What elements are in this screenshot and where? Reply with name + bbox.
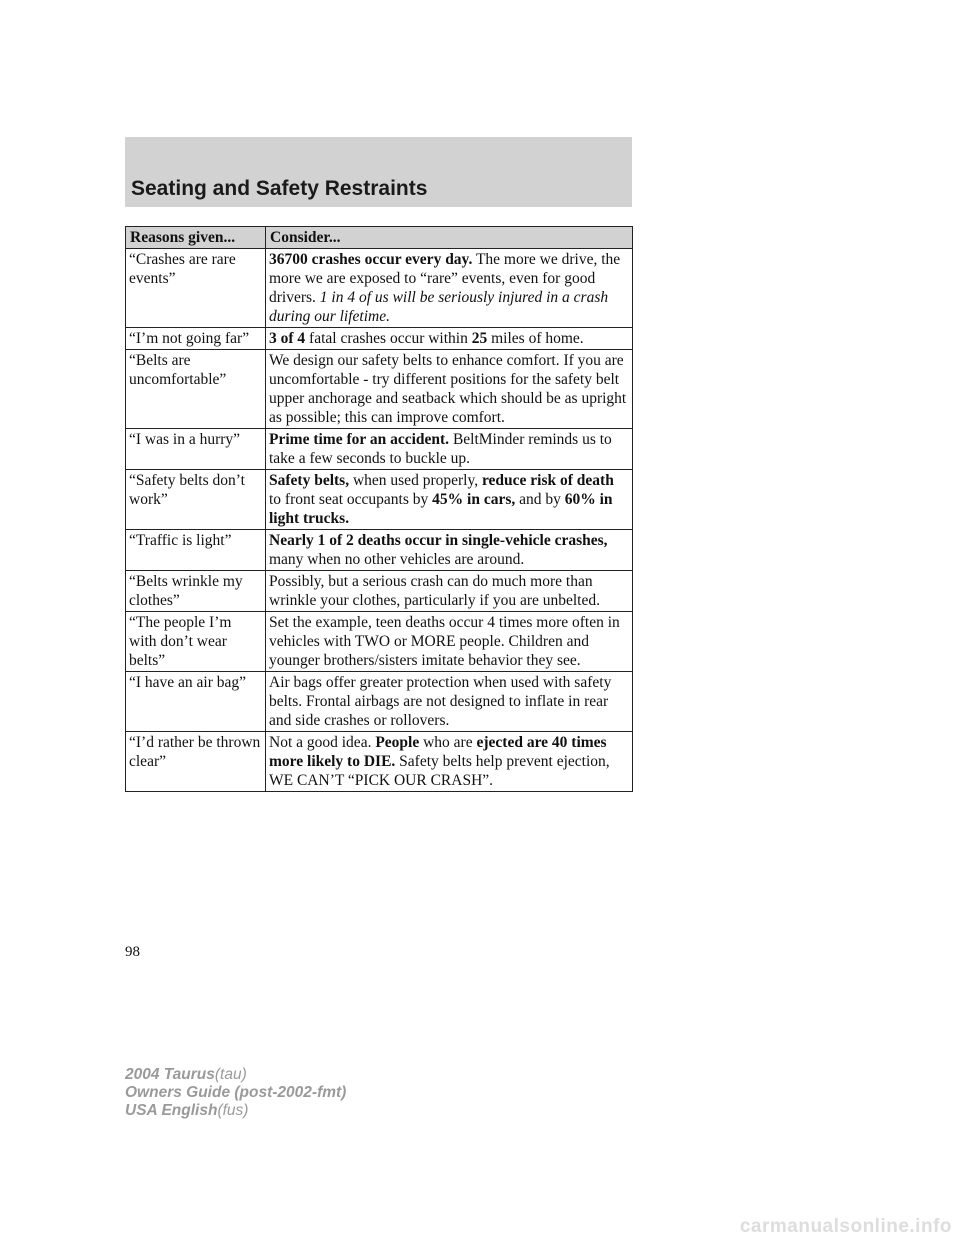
consider-cell bbox=[266, 571, 633, 612]
consider-cell bbox=[266, 350, 633, 429]
consider-cell bbox=[266, 429, 633, 470]
body-text: Not a good idea. bbox=[269, 734, 372, 751]
body-text: BeltMinder reminds us to take a few seconds to buckle up. bbox=[269, 431, 612, 467]
body-text: Safety belts help prevent ejection, WE CAN’T “PICK OUR CRASH”. bbox=[269, 753, 610, 789]
reason-cell: “I’m not going far” bbox=[126, 328, 266, 350]
emphasis-text: 25 bbox=[471, 330, 488, 347]
document-footer bbox=[125, 1066, 346, 1120]
page-number: 98 bbox=[125, 944, 140, 960]
footer-line-2 bbox=[125, 1084, 346, 1102]
section-header-band bbox=[125, 137, 632, 207]
body-text: to front seat occupants by bbox=[269, 491, 429, 508]
table-row bbox=[126, 429, 633, 470]
table-row bbox=[126, 350, 633, 429]
column-header-reasons: Reasons given... bbox=[126, 227, 266, 249]
consider-cell bbox=[266, 732, 633, 792]
body-text: Air bags offer greater protection when used with safety belts. Frontal airbags are not designed to inflate in rear and side crashes or rollovers. bbox=[269, 674, 612, 729]
emphasis-text: ejected are 40 times more likely to DIE. bbox=[269, 734, 607, 770]
body-text: We design our safety belts to enhance comfort. If you are uncomfortable - try different positions for the safety belt upper anchorage and seatback which should be as upright as possible; this can improve comfort. bbox=[269, 352, 627, 426]
reasons-table bbox=[125, 226, 633, 792]
body-text: many when no other vehicles are around. bbox=[269, 551, 525, 568]
table-row bbox=[126, 612, 633, 672]
body-text: who are bbox=[423, 734, 473, 751]
reason-cell: “Belts are uncomfortable” bbox=[126, 350, 266, 429]
section-title: Seating and Safety Restraints bbox=[131, 177, 428, 200]
footer-model: 2004 Taurus bbox=[125, 1066, 215, 1083]
consider-cell bbox=[266, 612, 633, 672]
body-text: Possibly, but a serious crash can do much more than wrinkle your clothes, particularly if you are unbelted. bbox=[269, 573, 600, 609]
body-text: fatal crashes occur within bbox=[309, 330, 468, 347]
reason-cell: “I have an air bag” bbox=[126, 672, 266, 732]
table-row bbox=[126, 328, 633, 350]
footer-model-code: (tau) bbox=[214, 1066, 247, 1083]
emphasis-text: Safety belts, bbox=[269, 472, 350, 489]
consider-cell bbox=[266, 470, 633, 530]
table-row bbox=[126, 732, 633, 792]
emphasis-text: Prime time for an accident. bbox=[269, 431, 450, 448]
emphasis-text: 3 of 4 bbox=[269, 330, 306, 347]
emphasis-text: reduce risk of death bbox=[481, 472, 614, 489]
italic-text: 1 in 4 of us will be seriously injured in a crash during our lifetime. bbox=[269, 289, 609, 325]
body-text: miles of home. bbox=[491, 330, 584, 347]
footer-language: USA English bbox=[125, 1102, 218, 1119]
table-row bbox=[126, 470, 633, 530]
body-text: The more we drive, the more we are exposed to “rare” events, even for good drivers. bbox=[269, 251, 621, 306]
reason-cell: “Belts wrinkle my clothes” bbox=[126, 571, 266, 612]
reason-cell: “The people I’m with don’t wear belts” bbox=[126, 612, 266, 672]
reason-cell: “Traffic is light” bbox=[126, 530, 266, 571]
emphasis-text: 36700 crashes occur every day. bbox=[269, 251, 473, 268]
consider-cell bbox=[266, 672, 633, 732]
reason-cell: “I was in a hurry” bbox=[126, 429, 266, 470]
consider-cell bbox=[266, 328, 633, 350]
table-row bbox=[126, 249, 633, 328]
table-row bbox=[126, 571, 633, 612]
emphasis-text: People bbox=[375, 734, 420, 751]
table-row bbox=[126, 530, 633, 571]
consider-cell bbox=[266, 530, 633, 571]
reason-cell: “Safety belts don’t work” bbox=[126, 470, 266, 530]
footer-line-1 bbox=[125, 1066, 346, 1084]
consider-cell bbox=[266, 249, 633, 328]
emphasis-text: 45% in cars, bbox=[432, 491, 516, 508]
table-header-row bbox=[126, 227, 633, 249]
table-row bbox=[126, 672, 633, 732]
footer-language-code: (fus) bbox=[217, 1102, 249, 1119]
body-text: when used properly, bbox=[352, 472, 479, 489]
emphasis-text: 60% in light trucks. bbox=[269, 491, 613, 527]
footer-guide-format: Owners Guide (post-2002-fmt) bbox=[125, 1084, 347, 1101]
body-text: Set the example, teen deaths occur 4 times more often in vehicles with TWO or MORE people. Children and younger brothers/sisters imitate behavior they see. bbox=[269, 614, 620, 669]
reason-cell: “I’d rather be thrown clear” bbox=[126, 732, 266, 792]
footer-line-3 bbox=[125, 1102, 346, 1120]
watermark: carmanualsonline.info bbox=[739, 1216, 952, 1237]
emphasis-text: Nearly 1 of 2 deaths occur in single-vehicle crashes, bbox=[269, 532, 608, 549]
body-text: and by bbox=[519, 491, 561, 508]
reason-cell: “Crashes are rare events” bbox=[126, 249, 266, 328]
column-header-consider: Consider... bbox=[266, 227, 633, 249]
